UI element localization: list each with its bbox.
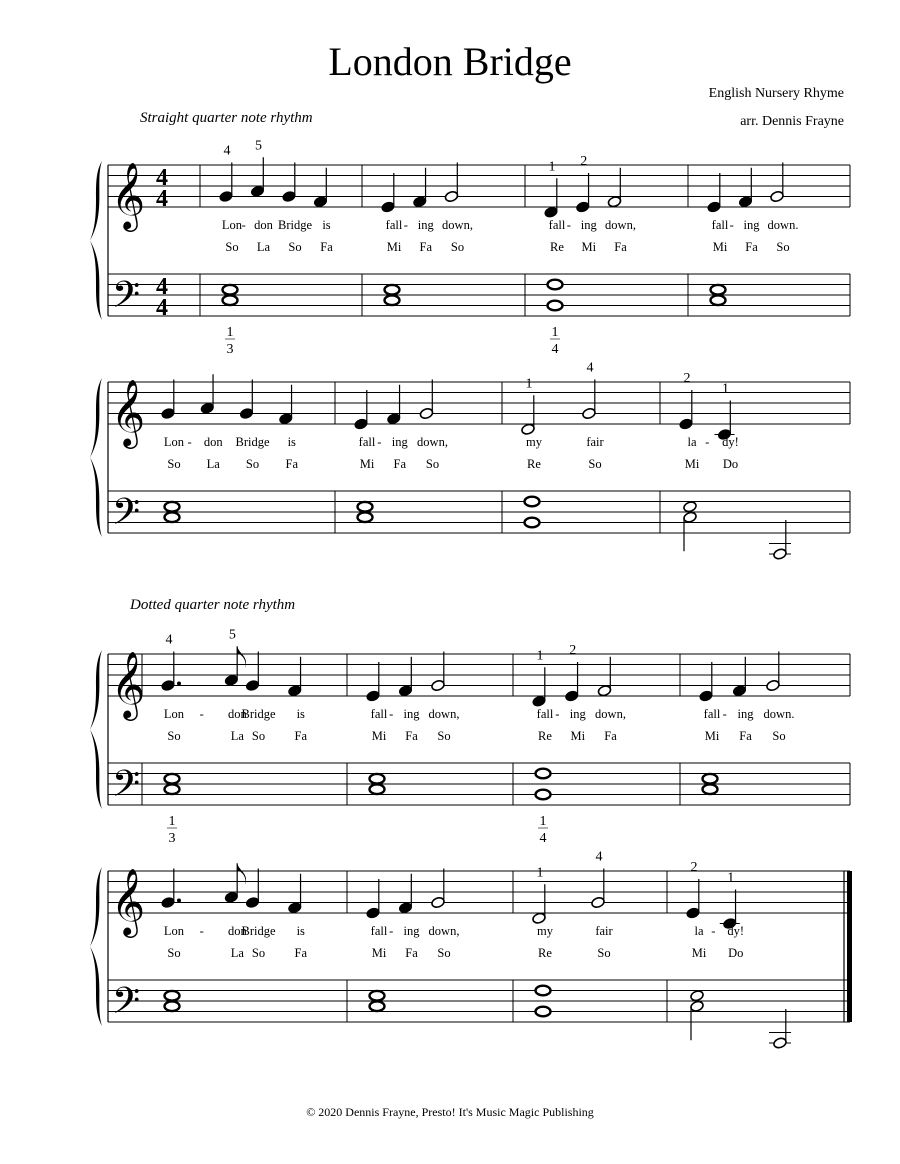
finger-number: 4 bbox=[595, 849, 603, 865]
note-D4 bbox=[521, 423, 536, 436]
lyric-syllable: is bbox=[322, 218, 331, 232]
note-D4 bbox=[544, 206, 559, 219]
finger-number: 2 bbox=[580, 154, 588, 169]
system-brace bbox=[90, 378, 102, 537]
solfege-syllable: Fa bbox=[739, 729, 752, 743]
arranger-credit: arr. Dennis Frayne bbox=[740, 114, 844, 129]
note-G4 bbox=[431, 896, 446, 909]
lyric-syllable: - bbox=[555, 707, 560, 721]
note-G4 bbox=[245, 896, 260, 909]
lyric-syllable: fall bbox=[711, 218, 729, 232]
lyric-syllable: - bbox=[389, 707, 394, 721]
solfege-syllable: Fa bbox=[419, 240, 432, 254]
note-F4 bbox=[287, 684, 302, 697]
lyric-syllable: dy! bbox=[727, 924, 745, 938]
system-brace bbox=[90, 650, 102, 809]
lyric-syllable: Bridge bbox=[241, 707, 276, 721]
note-F4 bbox=[278, 412, 293, 425]
lyric-syllable: don bbox=[228, 707, 247, 721]
final-barline-thick bbox=[847, 871, 852, 1022]
treble-clef: 𝄞 bbox=[110, 378, 146, 446]
lyric-syllable: down. bbox=[763, 707, 795, 721]
lyric-syllable: ing bbox=[580, 218, 597, 232]
bass-finger-number: 1 bbox=[539, 814, 547, 829]
solfege-syllable: So bbox=[251, 946, 266, 960]
bass-whole-note bbox=[525, 518, 540, 528]
solfege-syllable: So bbox=[437, 729, 451, 743]
lyric-syllable: ing bbox=[743, 218, 760, 232]
note-G4 bbox=[282, 190, 297, 203]
bass-half-note bbox=[683, 511, 698, 524]
lyric-syllable: fall bbox=[536, 707, 554, 721]
solfege-syllable: So bbox=[167, 457, 181, 471]
bass-clef: 𝄢 bbox=[111, 980, 141, 1031]
lyric-syllable: fall bbox=[358, 435, 376, 449]
score-title: London Bridge bbox=[328, 39, 572, 84]
lyric-syllable: don bbox=[228, 924, 247, 938]
bass-whole-note bbox=[536, 986, 551, 996]
treble-clef: 𝄞 bbox=[110, 161, 146, 229]
solfege-syllable: So bbox=[772, 729, 786, 743]
time-signature-bottom: 4 bbox=[156, 295, 168, 321]
note-E4 bbox=[679, 418, 694, 431]
bass-whole-note bbox=[165, 512, 180, 522]
bass-finger-number: 3 bbox=[168, 831, 176, 846]
lyric-syllable: fall bbox=[385, 218, 403, 232]
bass-whole-note bbox=[165, 502, 180, 512]
lyric-syllable: is bbox=[296, 707, 305, 721]
bass-whole-note bbox=[223, 285, 238, 295]
lyric-syllable: - bbox=[199, 707, 204, 721]
finger-number: 1 bbox=[525, 376, 533, 392]
solfege-syllable: So bbox=[225, 240, 239, 254]
bass-finger-number: 3 bbox=[226, 342, 234, 357]
note-D4 bbox=[532, 695, 547, 708]
solfege-syllable: La bbox=[256, 240, 271, 254]
bass-half-note bbox=[690, 1000, 705, 1013]
lyric-syllable: down, bbox=[428, 707, 460, 721]
note-E4 bbox=[366, 907, 381, 920]
lyric-syllable: - bbox=[241, 218, 246, 232]
note-E4 bbox=[699, 690, 714, 703]
note-G4 bbox=[239, 407, 254, 420]
solfege-syllable: Fa bbox=[294, 729, 307, 743]
solfege-syllable: Fa bbox=[285, 457, 298, 471]
lyric-syllable: down. bbox=[767, 218, 799, 232]
lyric-syllable: Lon bbox=[221, 218, 243, 232]
solfege-syllable: So bbox=[245, 457, 260, 471]
note-G4 bbox=[766, 679, 781, 692]
note-F4 bbox=[398, 901, 413, 914]
solfege-syllable: Fa bbox=[294, 946, 307, 960]
note-F4 bbox=[607, 195, 622, 208]
bass-whole-note bbox=[525, 497, 540, 507]
solfege-syllable: Fa bbox=[614, 240, 627, 254]
lyric-syllable: ing bbox=[403, 924, 420, 938]
bass-whole-note bbox=[223, 295, 238, 305]
solfege-syllable: So bbox=[167, 946, 181, 960]
lyric-syllable: fair bbox=[595, 924, 613, 938]
bass-finger-number: 4 bbox=[539, 831, 547, 846]
bass-whole-note bbox=[358, 502, 373, 512]
time-signature-bottom: 4 bbox=[156, 186, 168, 212]
bass-low-note bbox=[773, 1037, 788, 1050]
solfege-syllable: So bbox=[425, 457, 440, 471]
solfege-syllable: Mi bbox=[581, 240, 597, 254]
note-F4 bbox=[732, 684, 747, 697]
solfege-syllable: Re bbox=[538, 946, 552, 960]
bass-finger-number: 1 bbox=[168, 814, 176, 829]
solfege-syllable: So bbox=[776, 240, 790, 254]
bass-whole-note bbox=[536, 769, 551, 779]
finger-number: 5 bbox=[255, 138, 262, 154]
solfege-syllable: So bbox=[588, 457, 602, 471]
note-E4 bbox=[366, 690, 381, 703]
lyric-syllable: fall bbox=[370, 924, 388, 938]
lyric-syllable: - bbox=[722, 707, 727, 721]
lyric-syllable: fall bbox=[548, 218, 566, 232]
note-F4 bbox=[313, 195, 328, 208]
solfege-syllable: Fa bbox=[405, 729, 418, 743]
lyric-syllable: - bbox=[566, 218, 571, 232]
lyric-syllable: - bbox=[729, 218, 734, 232]
note-E4 bbox=[707, 201, 722, 214]
solfege-syllable: Mi bbox=[371, 946, 387, 960]
finger-number: 1 bbox=[548, 159, 556, 175]
solfege-syllable: So bbox=[251, 729, 266, 743]
bass-whole-note bbox=[711, 285, 726, 295]
solfege-syllable: Mi bbox=[704, 729, 720, 743]
solfege-syllable: La bbox=[230, 729, 244, 743]
copyright-footer: © 2020 Dennis Frayne, Presto! It's Music Magic Publishing bbox=[306, 1105, 594, 1119]
finger-number: 4 bbox=[223, 143, 231, 159]
solfege-syllable: Re bbox=[527, 457, 541, 471]
bass-clef: 𝄢 bbox=[111, 274, 141, 325]
lyric-syllable: dy! bbox=[722, 435, 739, 449]
solfege-syllable: Re bbox=[550, 240, 564, 254]
solfege-syllable: So bbox=[450, 240, 465, 254]
finger-number: 2 bbox=[690, 860, 698, 875]
lyric-syllable: - bbox=[705, 435, 710, 449]
lyric-syllable: ing bbox=[737, 707, 754, 721]
bass-whole-note bbox=[370, 784, 385, 794]
bass-whole-note bbox=[165, 784, 180, 794]
solfege-syllable: La bbox=[230, 946, 244, 960]
finger-number: 1 bbox=[722, 381, 729, 397]
solfege-syllable: Mi bbox=[359, 457, 375, 471]
lyric-syllable: la bbox=[687, 435, 697, 449]
solfege-syllable: So bbox=[597, 946, 611, 960]
lyric-syllable: down, bbox=[442, 218, 473, 232]
bass-half-note bbox=[683, 500, 698, 513]
solfege-syllable: Re bbox=[538, 729, 552, 743]
lyric-syllable: Bridge bbox=[235, 435, 270, 449]
bass-whole-note bbox=[165, 1001, 180, 1011]
treble-clef: 𝄞 bbox=[110, 650, 146, 718]
bass-whole-note bbox=[385, 285, 400, 295]
lyric-syllable: fall bbox=[703, 707, 721, 721]
bass-whole-note bbox=[370, 1001, 385, 1011]
dot bbox=[177, 682, 181, 686]
finger-number: 1 bbox=[727, 870, 735, 886]
note-F4 bbox=[738, 195, 753, 208]
solfege-syllable: Mi bbox=[570, 729, 586, 743]
note-G4 bbox=[419, 407, 434, 420]
solfege-syllable: Do bbox=[722, 457, 739, 471]
lyric-syllable: don bbox=[203, 435, 223, 449]
bass-whole-note bbox=[385, 295, 400, 305]
solfege-syllable: La bbox=[206, 457, 220, 471]
solfege-syllable: Fa bbox=[405, 946, 418, 960]
note-G4 bbox=[161, 679, 176, 692]
solfege-syllable: So bbox=[437, 946, 451, 960]
lyric-syllable: ing bbox=[403, 707, 420, 721]
note-G4 bbox=[161, 407, 176, 420]
lyric-syllable: my bbox=[526, 435, 542, 449]
bass-finger-number: 1 bbox=[226, 325, 234, 340]
bass-whole-note bbox=[711, 295, 726, 305]
lyric-syllable: down, bbox=[417, 435, 448, 449]
finger-number: 4 bbox=[165, 632, 173, 648]
lyric-syllable: my bbox=[537, 924, 553, 938]
bass-clef: 𝄢 bbox=[111, 491, 141, 542]
time-signature-top: 4 bbox=[156, 274, 168, 300]
note-G4 bbox=[770, 190, 785, 203]
solfege-syllable: Do bbox=[728, 946, 744, 960]
bass-whole-note bbox=[358, 512, 373, 522]
bass-whole-note bbox=[703, 784, 718, 794]
solfege-syllable: Fa bbox=[393, 457, 406, 471]
lyric-syllable: down, bbox=[428, 924, 460, 938]
solfege-syllable: Fa bbox=[604, 729, 617, 743]
lyric-syllable: Lon bbox=[163, 435, 185, 449]
dot bbox=[177, 899, 181, 903]
lyric-syllable: is bbox=[296, 924, 305, 938]
lyric-syllable: ing bbox=[417, 218, 434, 232]
lyric-syllable: Lon bbox=[163, 924, 185, 938]
note-G4 bbox=[219, 190, 234, 203]
lyric-syllable: - bbox=[711, 924, 716, 938]
system-brace bbox=[90, 161, 102, 320]
bass-whole-note bbox=[548, 301, 563, 311]
solfege-syllable: Fa bbox=[745, 240, 758, 254]
note-A4 bbox=[200, 402, 215, 415]
lyric-syllable: fair bbox=[586, 435, 604, 449]
lyric-syllable: ing bbox=[391, 435, 408, 449]
note-G4 bbox=[591, 896, 606, 909]
note-F4 bbox=[398, 684, 413, 697]
note-G4 bbox=[161, 896, 176, 909]
note-E4 bbox=[354, 418, 369, 431]
solfege-syllable: Mi bbox=[371, 729, 387, 743]
solfege-syllable: Mi bbox=[684, 457, 700, 471]
system-brace bbox=[90, 867, 102, 1026]
solfege-syllable: Mi bbox=[712, 240, 728, 254]
note-D4 bbox=[532, 912, 547, 925]
bass-whole-note bbox=[536, 1007, 551, 1017]
lyric-syllable: Bridge bbox=[277, 218, 313, 232]
lyric-syllable: down, bbox=[605, 218, 636, 232]
lyric-syllable: Lon bbox=[163, 707, 185, 721]
bass-whole-note bbox=[370, 774, 385, 784]
lyric-syllable: don bbox=[254, 218, 273, 232]
solfege-syllable: So bbox=[288, 240, 302, 254]
note-F4 bbox=[386, 412, 401, 425]
finger-number: 1 bbox=[536, 865, 544, 881]
lyric-syllable: - bbox=[403, 218, 408, 232]
note-F4 bbox=[412, 195, 427, 208]
note-A4 bbox=[224, 891, 239, 904]
bass-finger-number: 1 bbox=[551, 325, 559, 340]
time-signature-top: 4 bbox=[156, 165, 168, 191]
lyric-syllable: - bbox=[377, 435, 382, 449]
bass-low-note bbox=[773, 548, 788, 561]
note-G4 bbox=[245, 679, 260, 692]
solfege-syllable: Mi bbox=[386, 240, 402, 254]
finger-number: 5 bbox=[228, 627, 236, 643]
bass-whole-note bbox=[548, 280, 563, 290]
lyric-syllable: fall bbox=[370, 707, 388, 721]
bass-half-note bbox=[690, 989, 705, 1002]
note-A4 bbox=[224, 674, 239, 687]
note-G4 bbox=[582, 407, 597, 420]
bass-whole-note bbox=[370, 991, 385, 1001]
note-G4 bbox=[431, 679, 446, 692]
note-E4 bbox=[381, 201, 396, 214]
note-E4 bbox=[564, 690, 579, 703]
solfege-syllable: Mi bbox=[691, 946, 707, 960]
note-F4 bbox=[597, 684, 612, 697]
lyric-syllable: la bbox=[694, 924, 704, 938]
finger-number: 4 bbox=[586, 360, 594, 376]
lyric-syllable: is bbox=[287, 435, 296, 449]
bass-whole-note bbox=[703, 774, 718, 784]
finger-number: 1 bbox=[536, 648, 544, 664]
bass-whole-note bbox=[165, 774, 180, 784]
note-G4 bbox=[444, 190, 459, 203]
section-label-dotted: Dotted quarter note rhythm bbox=[130, 597, 296, 613]
bass-whole-note bbox=[536, 790, 551, 800]
lyric-syllable: ing bbox=[569, 707, 586, 721]
finger-number: 2 bbox=[569, 643, 577, 658]
section-label-straight: Straight quarter note rhythm bbox=[140, 110, 313, 126]
note-E4 bbox=[575, 201, 590, 214]
lyric-syllable: down, bbox=[595, 707, 626, 721]
note-A4 bbox=[250, 185, 265, 198]
solfege-syllable: So bbox=[167, 729, 181, 743]
note-F4 bbox=[287, 901, 302, 914]
note-E4 bbox=[686, 907, 701, 920]
composer-credit: English Nursery Rhyme bbox=[708, 86, 844, 101]
finger-number: 2 bbox=[683, 371, 691, 386]
lyric-syllable: Bridge bbox=[241, 924, 276, 938]
lyric-syllable: - bbox=[187, 435, 192, 449]
treble-clef: 𝄞 bbox=[110, 867, 146, 935]
lyric-syllable: - bbox=[199, 924, 204, 938]
solfege-syllable: Fa bbox=[320, 240, 333, 254]
lyric-syllable: - bbox=[389, 924, 394, 938]
bass-finger-number: 4 bbox=[551, 342, 559, 357]
bass-whole-note bbox=[165, 991, 180, 1001]
bass-clef: 𝄢 bbox=[111, 763, 141, 814]
